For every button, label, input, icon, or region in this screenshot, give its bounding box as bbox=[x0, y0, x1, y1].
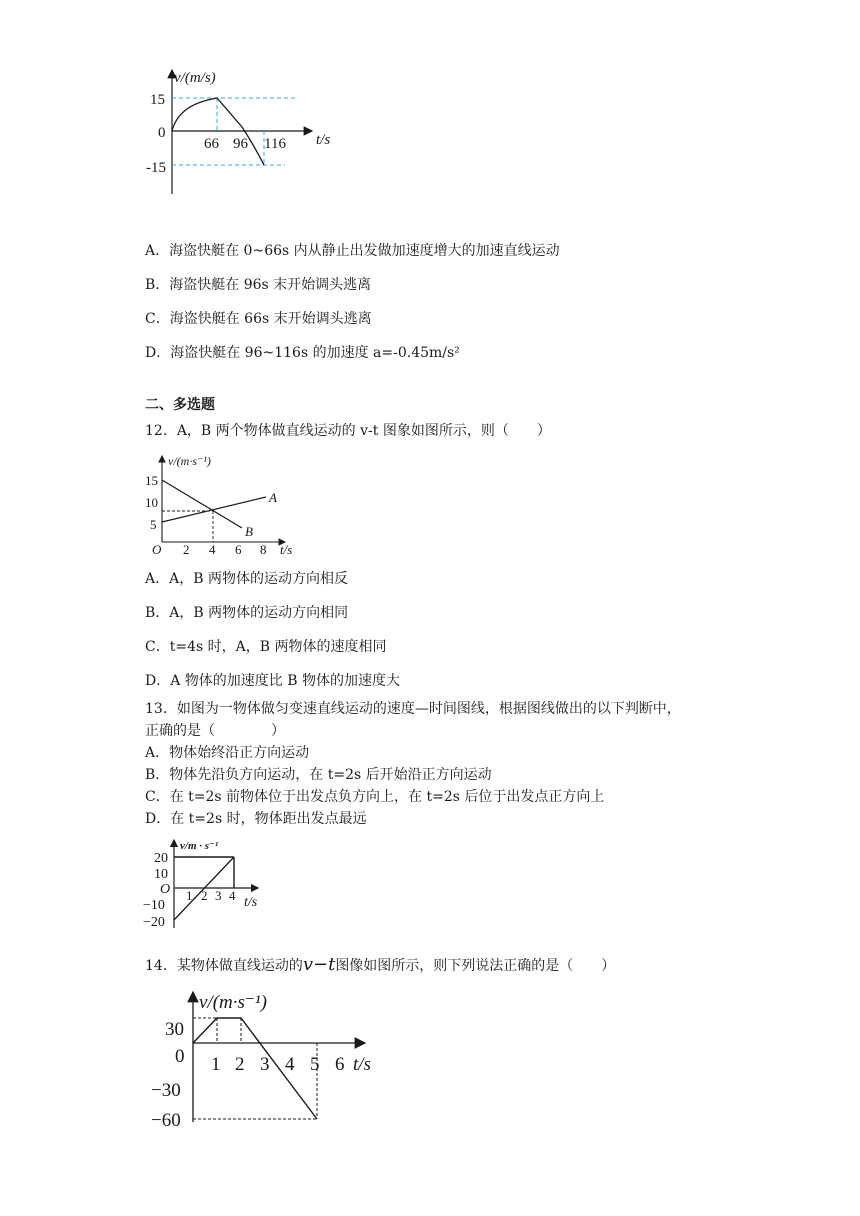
g14-ytick-neg30: −30 bbox=[151, 1080, 181, 1101]
g14-xtick-3: 3 bbox=[260, 1054, 270, 1075]
q12-vt-graph bbox=[140, 450, 310, 560]
g14-xtick-6: 6 bbox=[335, 1054, 345, 1075]
g13-ytick-10: 10 bbox=[154, 867, 168, 882]
g13-xtick-4: 4 bbox=[229, 888, 236, 903]
g13-ytick-neg10: −10 bbox=[143, 898, 165, 913]
g12-xtick-8: 8 bbox=[260, 542, 267, 557]
g13-ytick-neg20: −20 bbox=[143, 915, 165, 930]
q12-option-c: C．t=4s 时，A，B 两物体的速度相同 bbox=[145, 639, 387, 655]
g13-origin: O bbox=[160, 882, 171, 897]
line-b bbox=[162, 480, 242, 528]
q13-option-a: A．物体始终沿正方向运动 bbox=[145, 745, 310, 761]
g12-origin: O bbox=[152, 542, 162, 557]
q14-stem-math: v−t bbox=[302, 954, 336, 975]
g13-ytick-20: 20 bbox=[154, 851, 168, 866]
g14-xtick-1: 1 bbox=[211, 1054, 221, 1075]
q13-option-b: B．物体先沿负方向运动，在 t=2s 后开始沿正方向运动 bbox=[145, 767, 492, 783]
g14-xtick-5: 5 bbox=[310, 1054, 320, 1075]
g12-ytick-10: 10 bbox=[145, 495, 158, 510]
g14-ylabel: v/(m·s⁻¹) bbox=[199, 992, 267, 1013]
g14-ytick-neg60: −60 bbox=[151, 1110, 181, 1128]
q12-option-b: B．A，B 两物体的运动方向相同 bbox=[145, 605, 349, 621]
g12-xlabel: t/s bbox=[280, 542, 293, 557]
section-title-multi-choice: 二、多选题 bbox=[145, 397, 215, 413]
g14-xlabel: t/s bbox=[353, 1054, 371, 1075]
g13-ylabel: v/m · s⁻¹ bbox=[180, 840, 219, 852]
g11-ytick-neg15: -15 bbox=[146, 160, 166, 176]
g12-ytick-15: 15 bbox=[145, 473, 158, 488]
g12-label-b: B bbox=[245, 524, 253, 539]
line-a bbox=[162, 497, 266, 522]
g12-label-a: A bbox=[269, 490, 277, 505]
q11-vt-graph bbox=[130, 60, 360, 200]
g13-xtick-2: 2 bbox=[201, 888, 208, 903]
g13-xtick-3: 3 bbox=[215, 888, 222, 903]
g11-ytick-0: 0 bbox=[158, 125, 166, 141]
q14-vt-graph bbox=[145, 988, 385, 1128]
q11-option-b: B．海盗快艇在 96s 末开始调头逃离 bbox=[145, 277, 372, 293]
g12-ylabel: v/(m·s⁻¹) bbox=[168, 454, 211, 468]
g13-xtick-1: 1 bbox=[186, 888, 193, 903]
q11-option-d: D．海盗快艇在 96~116s 的加速度 a=-0.45m/s² bbox=[145, 345, 460, 361]
svg-text:v/(m/s) bbox=[174, 70, 216, 86]
q11-option-a: A．海盗快艇在 0~66s 内从静止出发做加速度增大的加速直线运动 bbox=[145, 243, 560, 259]
g14-xtick-2: 2 bbox=[235, 1054, 245, 1075]
g12-xtick-4: 4 bbox=[209, 542, 216, 557]
g11-ytick-15: 15 bbox=[150, 92, 165, 108]
g14-ytick-0: 0 bbox=[175, 1046, 185, 1067]
g13-xlabel: t/s bbox=[244, 895, 258, 910]
g11-xtick-116: 116 bbox=[264, 136, 286, 152]
q13-option-c: C．在 t=2s 前物体位于出发点负方向上，在 t=2s 后位于出发点正方向上 bbox=[145, 789, 605, 805]
q12-stem: 12．A，B 两个物体做直线运动的 v-t 图象如图所示，则（ ） bbox=[145, 423, 551, 439]
g14-xtick-4: 4 bbox=[285, 1054, 295, 1075]
q14-stem-before: 14．某物体做直线运动的 bbox=[145, 958, 303, 974]
g14-ytick-30: 30 bbox=[165, 1019, 184, 1040]
g12-xtick-6: 6 bbox=[235, 542, 242, 557]
q12-option-d: D．A 物体的加速度比 B 物体的加速度大 bbox=[145, 673, 400, 689]
g12-ytick-5: 5 bbox=[150, 517, 157, 532]
q12-option-a: A．A，B 两物体的运动方向相反 bbox=[145, 571, 348, 587]
g11-xtick-66: 66 bbox=[204, 136, 219, 152]
q13-stem-line2: 正确的是（ ） bbox=[145, 723, 285, 739]
g12-xtick-2: 2 bbox=[183, 542, 190, 557]
q14-stem bbox=[145, 956, 615, 975]
q13-option-d: D．在 t=2s 时，物体距出发点最远 bbox=[145, 811, 367, 827]
q13-vt-graph bbox=[140, 836, 280, 936]
q13-stem-line1: 13．如图为一物体做匀变速直线运动的速度—时间图线，根据图线做出的以下判断中， bbox=[145, 701, 681, 717]
q14-stem-after: 图像如图所示，则下列说法正确的是（ ） bbox=[335, 958, 616, 974]
g11-xtick-96: 96 bbox=[233, 136, 248, 152]
g11-ylabel: v/(m/s) bbox=[174, 70, 216, 86]
g11-xlabel: t/s bbox=[316, 132, 331, 148]
q11-option-c: C．海盗快艇在 66s 末开始调头逃离 bbox=[145, 311, 372, 327]
